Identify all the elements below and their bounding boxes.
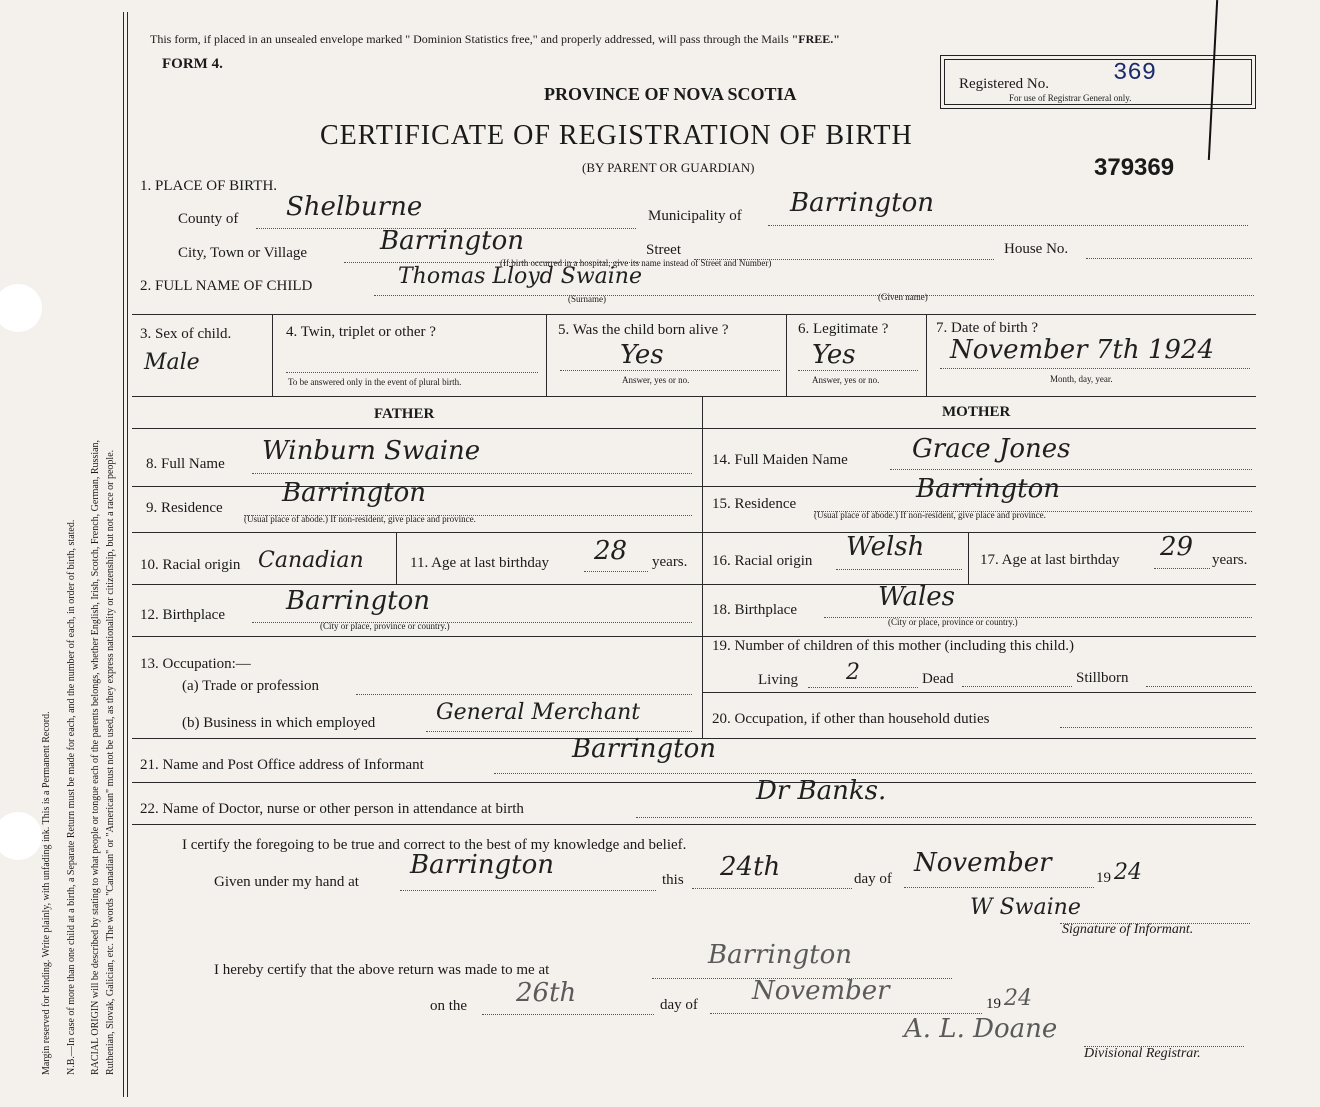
legitimate-value: Yes [812,340,856,370]
doctor-value: Dr Banks. [756,776,887,806]
house-no-label: House No. [1004,241,1069,257]
mother-age-label: 17. Age at last birthday [980,552,1120,568]
legitimate-note: Answer, yes or no. [812,375,880,385]
informant-signature: W Swaine [970,895,1081,920]
business-value: General Merchant [436,700,641,725]
mother-residence-label: 15. Residence [712,496,797,512]
street-label: Street [646,242,681,258]
margin-note-4: Ruthenian, Slovak, Galician, etc. The words "Canadian" or "American" must not be used, as they express nationality or citizenship, but not a race or people. [105,449,116,1075]
sex-label: 3. Sex of child. [140,326,232,342]
street-note: (If birth occurred in a hospital, give its name instead of Street and Number) [500,258,772,268]
father-residence-note: (Usual place of abode.) If non-resident, give place and province. [244,514,476,524]
mother-heading: MOTHER [942,404,1011,420]
mother-age-unit: years. [1212,552,1248,568]
municipality-label: Municipality of [648,208,742,224]
dob-value: November 7th 1924 [950,335,1215,365]
dead-label: Dead [922,671,954,687]
certification-statement: I certify the foregoing to be true and correct to the best of my knowledge and belief. [182,837,687,853]
mother-birthplace-label: 18. Birthplace [712,602,797,618]
living-value: 2 [846,660,860,685]
stamp-number: 379369 [1094,154,1175,181]
alive-value: Yes [620,340,664,370]
father-name-label: 8. Full Name [146,456,225,472]
father-racial-value: Canadian [258,548,364,573]
given-month-value: November [914,848,1052,878]
city-value: Barrington [380,226,525,256]
registrar-signature: A. L. Doane [904,1014,1058,1044]
dob-label: 7. Date of birth ? [936,320,1039,336]
father-birthplace-note: (City or place, province or country.) [320,621,450,631]
father-occupation-label: 13. Occupation:— [140,656,251,672]
doctor-label: 22. Name of Doctor, nurse or other person in attendance at birth [140,801,524,817]
living-label: Living [758,672,798,688]
surname-caption: (Surname) [568,294,606,304]
given-label: Given under my hand at [214,874,359,890]
father-birthplace-value: Barrington [286,586,431,616]
county-value: Shelburne [286,192,423,222]
dob-note: Month, day, year. [1050,374,1113,384]
father-birthplace-label: 12. Birthplace [140,607,225,623]
place-of-birth-heading: 1. PLACE OF BIRTH. [140,178,278,194]
city-label: City, Town or Village [178,245,308,261]
father-age-unit: years. [652,554,688,570]
trade-label: (a) Trade or profession [182,678,320,694]
informant-label: 21. Name and Post Office address of Informant [140,757,424,773]
registrar-caption: Divisional Registrar. [1084,1046,1201,1061]
alive-label: 5. Was the child born alive ? [558,322,729,338]
municipality-value: Barrington [790,188,935,218]
given-day-of-label: day of [854,871,892,887]
stillborn-label: Stillborn [1076,670,1129,686]
father-racial-label: 10. Racial origin [140,557,241,573]
business-label: (b) Business in which employed [182,715,376,731]
registrar-note: For use of Registrar General only. [1009,93,1132,103]
mother-racial-value: Welsh [846,532,925,562]
father-age-value: 28 [594,536,628,566]
registered-box [940,55,1256,109]
given-name-caption: (Given name) [878,292,928,302]
registrar-statement: I hereby certify that the above return was made to me at [214,962,550,978]
mother-residence-note: (Usual place of abode.) If non-resident, give place and province. [814,510,1046,520]
registrar-year-value: 24 [1004,986,1032,1011]
certificate-title: CERTIFICATE OF REGISTRATION OF BIRTH [320,120,913,151]
registrar-month-value: November [752,976,890,1006]
registered-number: 369 [1113,60,1157,87]
registrar-place-value: Barrington [708,940,853,970]
punch-hole [0,284,42,332]
given-day-value: 24th [720,852,781,882]
punch-hole [0,812,42,860]
mother-birthplace-value: Wales [878,582,956,612]
province-heading: PROVINCE OF NOVA SCOTIA [544,84,797,104]
mother-residence-value: Barrington [916,474,1061,504]
mother-occupation-label: 20. Occupation, if other than household duties [712,711,990,727]
alive-note: Answer, yes or no. [622,375,690,385]
father-name-value: Winburn Swaine [262,436,481,466]
twin-label: 4. Twin, triplet or other ? [286,324,436,340]
margin-note-3: RACIAL ORIGIN will be described by stating to what people or tongue each of the parents belongs, whether English, Irish, Scotch, French, German, Russian, [90,439,101,1075]
certificate-subtitle: (BY PARENT OR GUARDIAN) [582,160,755,175]
child-name-value: Thomas Lloyd Swaine [398,264,642,289]
father-residence-value: Barrington [282,478,427,508]
margin-note-1: Margin reserved for binding. Write plainly, with unfading ink. This is a Permanent Record. [41,711,52,1075]
form-border-left-inner [127,12,128,1097]
sex-value: Male [144,350,200,375]
on-the-label: on the [430,998,468,1014]
county-label: County of [178,211,239,227]
registrar-year-prefix: 19 [986,996,1001,1012]
registered-label: Registered No. [959,76,1049,92]
mother-age-value: 29 [1160,532,1194,562]
margin-note-2: N.B.—In case of more than one child at a birth, a Separate Return must be made for each, and the number of each, in order of birth, stated. [66,519,77,1075]
mother-name-label: 14. Full Maiden Name [712,452,848,468]
child-name-label: 2. FULL NAME OF CHILD [140,278,313,294]
registrar-day-value: 26th [516,978,577,1008]
mother-name-value: Grace Jones [912,434,1071,464]
informant-signature-caption: Signature of Informant. [1062,922,1194,937]
legitimate-label: 6. Legitimate ? [798,321,889,337]
this-label: this [662,872,684,888]
twin-note: To be answered only in the event of plural birth. [288,377,462,387]
given-year-prefix: 19 [1096,870,1111,886]
binding-margin [0,0,130,1107]
form-number: FORM 4. [162,56,223,72]
informant-value: Barrington [572,734,717,764]
registrar-day-of-label: day of [660,997,698,1013]
father-heading: FATHER [374,406,435,422]
given-year-value: 24 [1114,860,1142,885]
children-count-label: 19. Number of children of this mother (including this child.) [712,638,1075,654]
father-residence-label: 9. Residence [146,500,223,516]
given-place-value: Barrington [410,850,555,880]
form-border-left [123,12,124,1097]
postal-note: This form, if placed in an unsealed envelope marked " Dominion Statistics free," and properly addressed, will pass through the Mails "FREE." [150,32,840,46]
mother-racial-label: 16. Racial origin [712,553,813,569]
mother-birthplace-note: (City or place, province or country.) [888,617,1018,627]
father-age-label: 11. Age at last birthday [410,555,549,571]
